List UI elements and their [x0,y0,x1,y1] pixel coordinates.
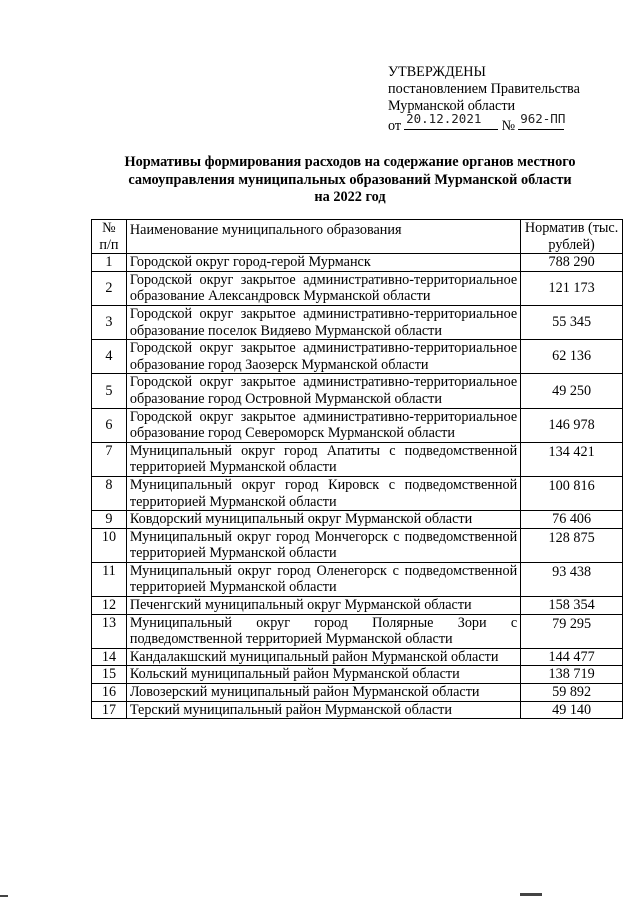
row-name: Муниципальный округ город Мончегорск с подведомственной территорией Мурманской области [126,528,520,562]
row-value: 49 140 [521,701,623,719]
row-value: 62 136 [521,340,623,374]
table-row [92,340,623,374]
row-value: 146 978 [521,408,623,442]
row-num: 8 [92,476,127,510]
row-num: 16 [92,684,127,702]
table-row [92,614,623,648]
row-name: Городской округ закрытое административно-территориальное образование город Островной Мурманской области [126,374,520,408]
row-name: Ковдорский муниципальный округ Мурманской области [126,511,520,529]
row-value: 49 250 [521,374,623,408]
row-value: 55 345 [521,305,623,339]
table-row [92,271,623,305]
row-value: 79 295 [521,614,623,648]
date-field [404,111,498,130]
row-name: Кандалакшский муниципальный район Мурманской области [126,648,520,666]
row-value: 138 719 [521,666,623,684]
table-row [92,408,623,442]
row-value: 100 816 [521,476,623,510]
table-row [92,476,623,510]
table-row [92,528,623,562]
row-num: 10 [92,528,127,562]
row-num: 13 [92,614,127,648]
row-num: 12 [92,597,127,615]
table-row [92,511,623,529]
approval-region: Мурманской области [388,98,516,114]
row-name: Городской округ закрытое административно-территориальное образование город Заозерск Мурманской области [126,340,520,374]
row-name: Муниципальный округ город Полярные Зори с подведомственной территорией Мурманской области [126,614,520,648]
table-row [92,597,623,615]
row-value: 121 173 [521,271,623,305]
row-value: 93 438 [521,562,623,596]
row-name: Городской округ закрытое административно-территориальное образование город Североморск Мурманской области [126,408,520,442]
row-num: 9 [92,511,127,529]
row-name: Терский муниципальный район Мурманской области [126,701,520,719]
approval-number: 962-ПП [520,111,566,126]
row-num: 11 [92,562,127,596]
row-value: 788 290 [521,254,623,272]
norms-table [91,219,623,719]
title-line-3: на 2022 год [314,189,386,205]
row-value: 144 477 [521,648,623,666]
row-num: 7 [92,442,127,476]
row-value: 76 406 [521,511,623,529]
row-name: Городской округ закрытое административно-территориальное образование поселок Видяево Мурманской области [126,305,520,339]
row-name: Муниципальный округ город Апатиты с подведомственной территорией Мурманской области [126,442,520,476]
header-value: Норматив (тыс. рублей) [521,220,623,254]
row-num: 14 [92,648,127,666]
row-num: 17 [92,701,127,719]
approval-date-number [388,111,580,134]
row-value: 134 421 [521,442,623,476]
row-num: 15 [92,666,127,684]
table-header-row [92,220,623,254]
approval-authority: постановлением Правительства [388,81,580,97]
from-label: от [388,118,402,134]
row-num: 5 [92,374,127,408]
number-field [518,111,566,130]
table-row [92,374,623,408]
row-name: Ловозерский муниципальный район Мурманской области [126,684,520,702]
header-name: Наименование муниципального образования [126,220,520,254]
approval-title: УТВЕРЖДЕНЫ [388,64,486,80]
document-title [60,154,640,207]
approval-date: 20.12.2021 [406,111,482,126]
row-name: Муниципальный округ город Оленегорск с подведомственной территорией Мурманской области [126,562,520,596]
row-num: 4 [92,340,127,374]
table-row [92,254,623,272]
row-value: 59 892 [521,684,623,702]
row-name: Городской округ закрытое административно-территориальное образование Александровск Мурманской области [126,271,520,305]
row-num: 2 [92,271,127,305]
row-value: 128 875 [521,528,623,562]
table-row [92,648,623,666]
number-label: № [501,118,516,134]
table-row [92,701,623,719]
table-row [92,442,623,476]
row-name: Городской округ город-герой Мурманск [126,254,520,272]
row-value: 158 354 [521,597,623,615]
row-name: Муниципальный округ город Кировск с подведомственной территорией Мурманской области [126,476,520,510]
row-name: Печенгский муниципальный округ Мурманской области [126,597,520,615]
table-row [92,684,623,702]
table-row [92,666,623,684]
title-line-2: самоуправления муниципальных образований Мурманской области [128,171,572,188]
table-row [92,305,623,339]
row-num: 1 [92,254,127,272]
title-line-1: Нормативы формирования расходов на содержание органов местного [124,154,576,170]
table-body [92,254,623,719]
row-name: Кольский муниципальный район Мурманской области [126,666,520,684]
scan-mark-right [520,893,542,896]
header-num: № п/п [92,220,127,254]
scan-mark-left [0,895,8,897]
row-num: 6 [92,408,127,442]
table-row [92,562,623,596]
approval-stamp [388,64,580,132]
row-num: 3 [92,305,127,339]
